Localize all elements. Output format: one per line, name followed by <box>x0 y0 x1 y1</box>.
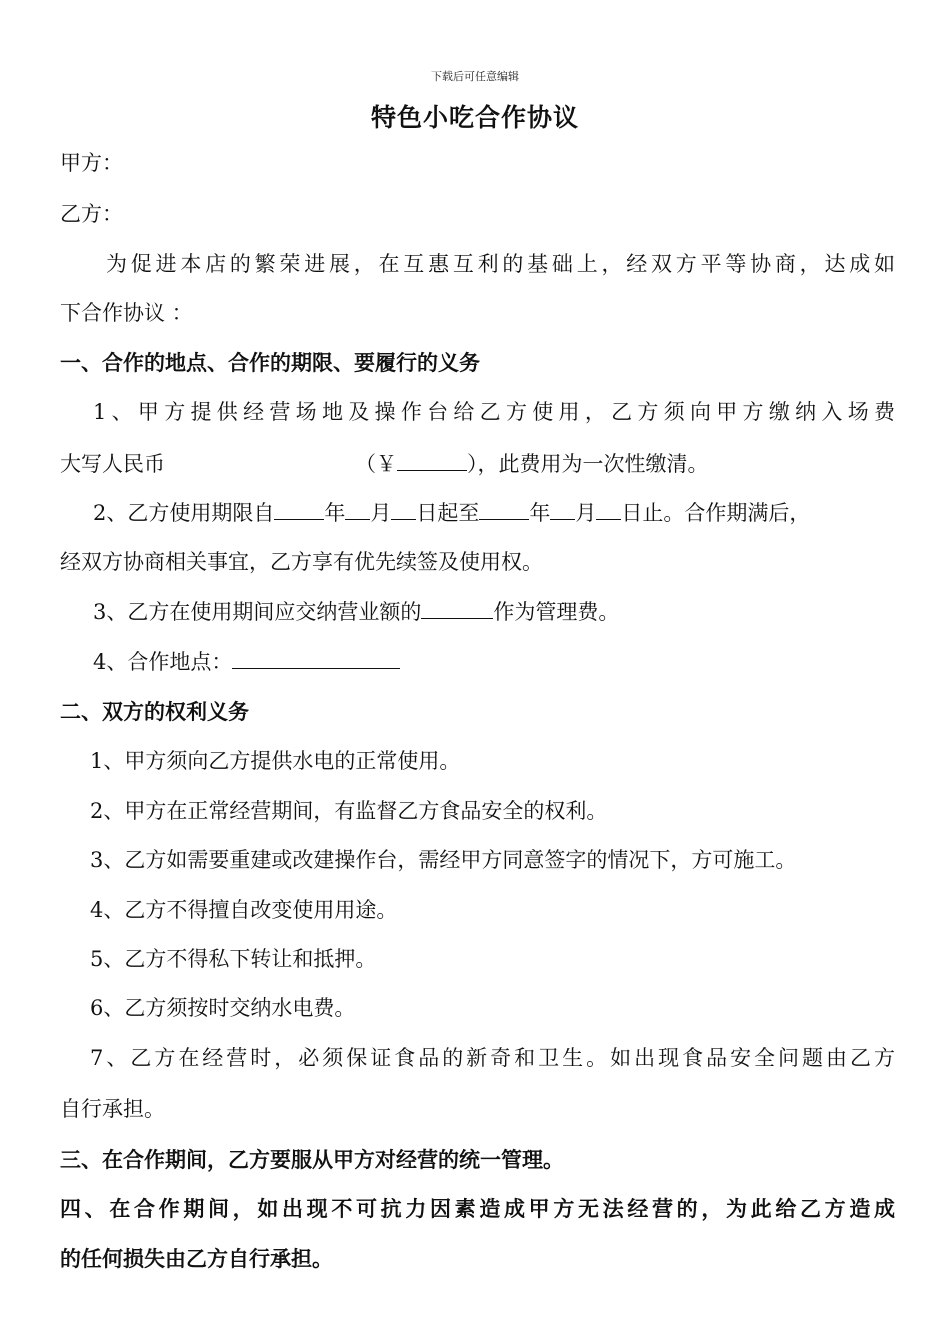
year-label: 年 <box>324 501 346 525</box>
start-month-blank <box>345 497 370 520</box>
header-note: 下载后可任意编辑 <box>431 70 519 83</box>
section-2-item: 6、乙方须按时交纳水电费。 <box>90 996 356 1020</box>
end-day-blank <box>596 497 621 520</box>
section-2-item-continuation: 自行承担。 <box>60 1097 165 1121</box>
section-2-item: 5、乙方不得私下转让和抵押。 <box>90 947 377 971</box>
fee-amount-blank <box>397 448 467 471</box>
section-4-line-1: 四、在合作期间，如出现不可抗力因素造成甲方无法经营的，为此给乙方造成 <box>60 1196 895 1221</box>
section-1-item-4 <box>93 646 895 677</box>
term-to-label: 日起至 <box>416 501 480 525</box>
section-1-item-3 <box>93 596 895 627</box>
section-1-heading: 一、合作的地点、合作的期限、要履行的义务 <box>60 350 480 375</box>
month-label: 月 <box>575 501 597 525</box>
party-b-label: 乙方： <box>60 202 123 226</box>
term-start-label: 2、乙方使用期限自 <box>93 501 275 525</box>
section-1-item-2-line-1 <box>93 497 895 528</box>
section-1-item-2-line-2: 经双方协商相关事宜，乙方享有优先续签及使用权。 <box>60 550 543 574</box>
management-fee-blank <box>421 596 493 619</box>
party-a-label: 甲方： <box>60 151 123 175</box>
term-end-label: 日止。合作期满后， <box>621 501 811 525</box>
end-month-blank <box>550 497 575 520</box>
document-title: 特色小吃合作协议 <box>370 103 579 132</box>
rmb-uppercase-label: 大写人民币 <box>60 452 165 476</box>
start-year-blank <box>274 497 324 520</box>
section-2-item: 4、乙方不得擅自改变使用用途。 <box>90 898 398 922</box>
year-label: 年 <box>529 501 551 525</box>
end-year-blank <box>479 497 529 520</box>
yuan-symbol-label: （￥ <box>355 452 397 476</box>
section-2-item: 1、甲方须向乙方提供水电的正常使用。 <box>90 749 461 773</box>
month-label: 月 <box>370 501 392 525</box>
section-2-item: 2、甲方在正常经营期间，有监督乙方食品安全的权利。 <box>90 799 608 823</box>
section-2-item: 3、乙方如需要重建或改建操作台，需经甲方同意签字的情况下，方可施工。 <box>90 848 797 872</box>
section-3-heading: 三、在合作期间，乙方要服从甲方对经营的统一管理。 <box>60 1147 564 1172</box>
intro-line-1: 为促进本店的繁荣进展，在互惠互利的基础上，经双方平等协商，达成如 <box>106 252 895 276</box>
start-day-blank <box>391 497 416 520</box>
section-4-line-2: 的任何损失由乙方自行承担。 <box>60 1246 333 1271</box>
location-blank <box>232 646 400 669</box>
management-fee-label: 3、乙方在使用期间应交纳营业额的 <box>93 600 422 624</box>
section-2-heading: 二、双方的权利义务 <box>60 699 249 724</box>
location-label: 4、合作地点： <box>93 650 233 674</box>
section-1-item-1-line-2 <box>60 448 895 479</box>
section-1-item-1-line-1: 1、甲方提供经营场地及操作台给乙方使用，乙方须向甲方缴纳入场费 <box>93 400 895 424</box>
fee-note: ），此费用为一次性缴清。 <box>467 452 709 476</box>
section-2-item: 7、乙方在经营时，必须保证食品的新奇和卫生。如出现食品安全问题由乙方 <box>90 1046 895 1070</box>
management-fee-note: 作为管理费。 <box>493 600 620 624</box>
intro-line-2: 下合作协议 ： <box>60 301 193 325</box>
